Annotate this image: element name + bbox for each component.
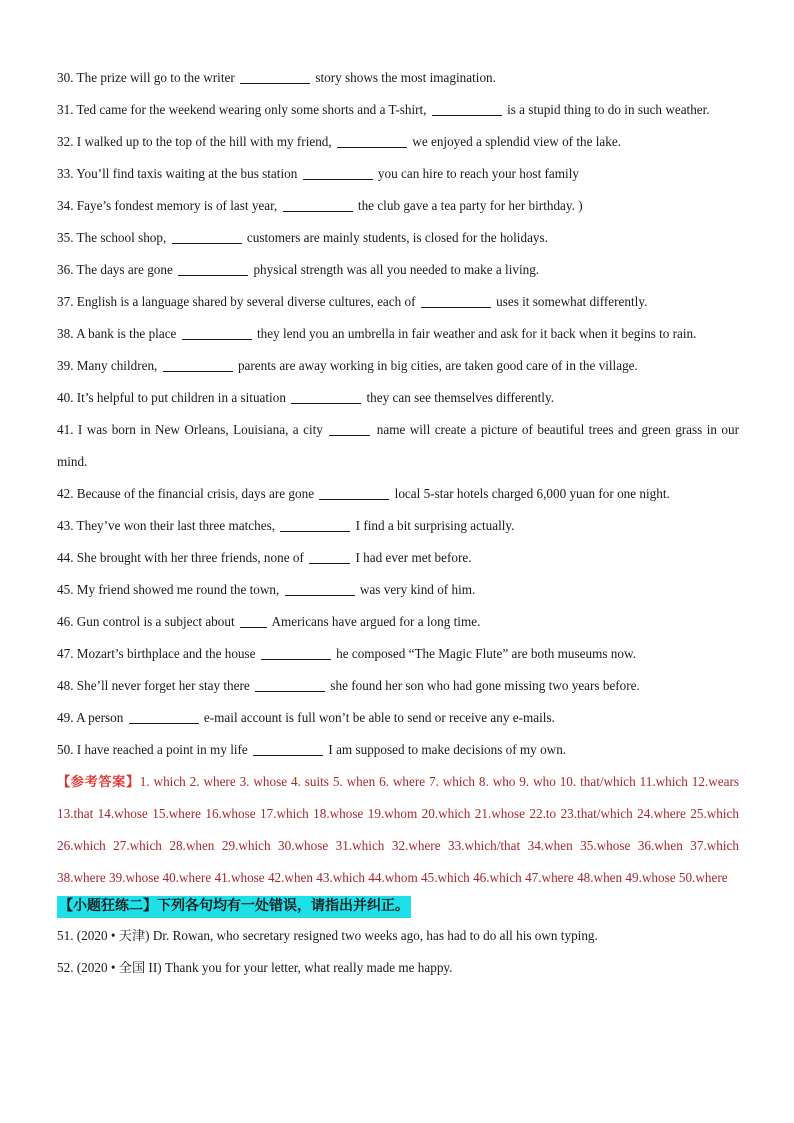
question-number: 42.	[57, 486, 74, 501]
answer-blank	[182, 325, 252, 340]
question-item	[57, 158, 739, 190]
question-text-after-blank: e-mail account is full won’t be able to send or receive any e-mails.	[203, 710, 555, 725]
error-number: 51.	[57, 928, 74, 943]
question-item	[57, 286, 739, 318]
question-text-before-blank: The school shop,	[76, 230, 167, 245]
question-number: 43.	[57, 518, 74, 533]
question-text-before-blank: A person	[76, 710, 124, 725]
question-item	[57, 478, 739, 510]
question-number: 47.	[57, 646, 74, 661]
question-number: 36.	[57, 262, 74, 277]
question-text-after-blank: she found her son who had gone missing two years before.	[330, 678, 640, 693]
question-item	[57, 94, 739, 126]
answer-blank	[432, 101, 502, 116]
question-text-before-blank: Because of the financial crisis, days are gone	[76, 486, 315, 501]
question-text-after-blank: he composed “The Magic Flute” are both museums now.	[336, 646, 636, 661]
answer-blank	[261, 645, 331, 660]
error-sentence: (2020 • 全国 II) Thank you for your letter, what really made me happy.	[76, 960, 453, 975]
question-text-after-blank: story shows the most imagination.	[315, 70, 496, 85]
question-item	[57, 126, 739, 158]
answer-blank	[240, 613, 267, 628]
question-number: 38.	[57, 326, 74, 341]
question-item	[57, 254, 739, 286]
question-text-before-blank: Faye’s fondest memory is of last year,	[76, 198, 278, 213]
question-text-after-blank: they lend you an umbrella in fair weather and ask for it back when it begins to rain.	[257, 326, 697, 341]
answer-key-text: 1. which 2. where 3. whose 4. suits 5. when 6. where 7. which 8. who 9. who 10. that/which 11.which 12.wears 13.that 14.whose 15.where 16.whose 17.which 18.whose 19.whom 20.which 21.whose 22.to 23.that/which 24.where 25.which 26.which 27.which 28.when 29.which 30.whose 31.which 32.where 33.which/that 34.when 35.whose 36.when 37.which 38.where 39.whose 40.where 41.whose 42.when 43.which 44.whom 45.which 46.which 47.where 48.when 49.whose 50.where	[57, 774, 740, 885]
question-number: 37.	[57, 294, 74, 309]
question-text-after-blank: uses it somewhat differently.	[496, 294, 648, 309]
question-text-before-blank: You’ll find taxis waiting at the bus station	[76, 166, 298, 181]
worksheet-page	[57, 62, 739, 984]
question-text-after-blank: you can hire to reach your host family	[377, 166, 579, 181]
question-text-after-blank: name will create a picture of beautiful trees and green grass in our mind.	[57, 422, 739, 469]
question-number: 50.	[57, 742, 74, 757]
error-item	[57, 952, 739, 984]
answer-blank	[280, 517, 350, 532]
question-item	[57, 382, 739, 414]
answer-blank	[178, 261, 248, 276]
question-text-before-blank: I have reached a point in my life	[76, 742, 248, 757]
question-text-before-blank: I walked up to the top of the hill with my friend,	[76, 134, 332, 149]
question-number: 46.	[57, 614, 74, 629]
question-text-after-blank: I find a bit surprising actually.	[355, 518, 515, 533]
question-text-after-blank: is a stupid thing to do in such weather.	[507, 102, 710, 117]
question-item	[57, 670, 739, 702]
answer-blank	[337, 133, 407, 148]
answer-blank	[303, 165, 373, 180]
question-number: 49.	[57, 710, 74, 725]
question-text-before-blank: It’s helpful to put children in a situation	[76, 390, 286, 405]
question-text-after-blank: was very kind of him.	[359, 582, 476, 597]
question-item	[57, 542, 739, 574]
answer-blank	[172, 229, 242, 244]
question-item	[57, 414, 739, 478]
question-text-before-blank: I was born in New Orleans, Louisiana, a city	[77, 422, 323, 437]
question-item	[57, 702, 739, 734]
answer-blank	[283, 197, 353, 212]
question-number: 33.	[57, 166, 74, 181]
error-sentence: (2020 • 天津) Dr. Rowan, who secretary resigned two weeks ago, has had to do all his own typing.	[76, 928, 598, 943]
answer-blank	[285, 581, 355, 596]
question-number: 39.	[57, 358, 74, 373]
question-text-before-blank: English is a language shared by several diverse cultures, each of	[76, 294, 416, 309]
question-item	[57, 510, 739, 542]
question-text-before-blank: Gun control is a subject about	[76, 614, 235, 629]
question-text-after-blank: the club gave a tea party for her birthday. )	[357, 198, 583, 213]
question-text-after-blank: customers are mainly students, is closed for the holidays.	[246, 230, 548, 245]
question-text-after-blank: I am supposed to make decisions of my own.	[328, 742, 567, 757]
answer-blank	[291, 389, 361, 404]
answer-blank	[240, 69, 310, 84]
question-number: 45.	[57, 582, 74, 597]
question-text-after-blank: physical strength was all you needed to make a living.	[253, 262, 540, 277]
question-number: 35.	[57, 230, 74, 245]
question-item	[57, 734, 739, 766]
answer-key	[57, 766, 739, 894]
answer-key-heading: 【参考答案】	[57, 774, 140, 789]
question-text-before-blank: The days are gone	[76, 262, 173, 277]
question-item	[57, 62, 739, 94]
question-text-after-blank: local 5-star hotels charged 6,000 yuan for one night.	[394, 486, 670, 501]
question-item	[57, 574, 739, 606]
question-number: 30.	[57, 70, 74, 85]
question-text-after-blank: we enjoyed a splendid view of the lake.	[412, 134, 622, 149]
question-number: 40.	[57, 390, 74, 405]
question-item	[57, 638, 739, 670]
question-number: 41.	[57, 422, 74, 437]
question-text-before-blank: Ted came for the weekend wearing only some shorts and a T-shirt,	[76, 102, 427, 117]
answer-blank	[255, 677, 325, 692]
answer-blank	[253, 741, 323, 756]
question-text-before-blank: The prize will go to the writer	[76, 70, 235, 85]
question-number: 48.	[57, 678, 74, 693]
question-text-before-blank: She’ll never forget her stay there	[76, 678, 250, 693]
section-heading-practice-2: 【小题狂练二】下列各句均有一处错误，请指出并纠正。	[57, 896, 411, 918]
question-item	[57, 606, 739, 638]
error-number: 52.	[57, 960, 74, 975]
question-text-after-blank: they can see themselves differently.	[366, 390, 554, 405]
answer-blank	[319, 485, 389, 500]
error-correction-list	[57, 920, 739, 984]
question-text-before-blank: A bank is the place	[76, 326, 177, 341]
question-list	[57, 62, 739, 766]
question-text-after-blank: Americans have argued for a long time.	[271, 614, 481, 629]
question-item	[57, 190, 739, 222]
answer-blank	[163, 357, 233, 372]
question-item	[57, 350, 739, 382]
question-text-before-blank: Many children,	[76, 358, 158, 373]
question-text-before-blank: My friend showed me round the town,	[76, 582, 280, 597]
answer-blank	[329, 421, 370, 436]
question-text-after-blank: I had ever met before.	[355, 550, 472, 565]
answer-blank	[421, 293, 491, 308]
question-text-before-blank: They’ve won their last three matches,	[76, 518, 276, 533]
question-number: 32.	[57, 134, 74, 149]
answer-blank	[129, 709, 199, 724]
answer-blank	[309, 549, 350, 564]
question-number: 34.	[57, 198, 74, 213]
question-number: 44.	[57, 550, 74, 565]
question-item	[57, 222, 739, 254]
question-text-before-blank: She brought with her three friends, none of	[76, 550, 304, 565]
question-item	[57, 318, 739, 350]
question-number: 31.	[57, 102, 74, 117]
question-text-before-blank: Mozart’s birthplace and the house	[76, 646, 256, 661]
error-item	[57, 920, 739, 952]
question-text-after-blank: parents are away working in big cities, are taken good care of in the village.	[237, 358, 638, 373]
